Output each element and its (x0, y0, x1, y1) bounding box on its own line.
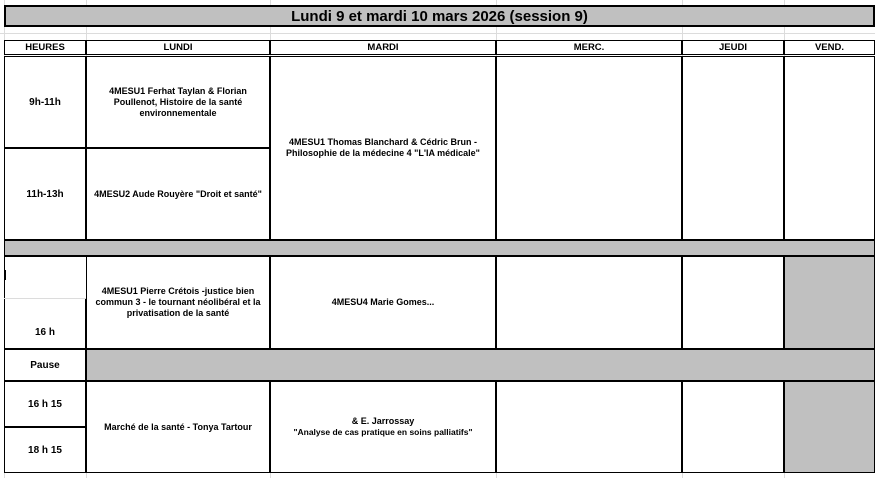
gridline (0, 33, 875, 34)
course-line: "Analyse de cas pratique en soins palliatifs" (293, 427, 473, 437)
course-cell-monday-morning2: 4MESU2 Aude Rouyère "Droit et santé" (86, 148, 270, 240)
course-cell-monday-evening: Marché de la santé - Tonya Tartour (86, 381, 270, 473)
course-cell-tuesday-morning: 4MESU1 Thomas Blanchard & Cédric Brun - Philosophie de la médecine 4 "L'IA médicale" (270, 56, 496, 240)
time-slot-11h-13h: 11h-13h (4, 148, 86, 240)
pause-label: Pause (4, 349, 86, 381)
course-line: & E. Jarrossay (351, 416, 415, 426)
course-cell-tuesday-afternoon: 4MESU4 Marie Gomes... (270, 256, 496, 349)
empty-cell-wednesday-evening (496, 381, 682, 473)
empty-cell-thursday-afternoon (682, 256, 784, 349)
time-slot-16h: 16 h (4, 299, 86, 349)
empty-cell-thursday-morning (682, 56, 784, 240)
pause-bar (86, 349, 875, 381)
empty-cell-wednesday-afternoon (496, 256, 682, 349)
time-slot-9h-11h: 9h-11h (4, 56, 86, 148)
blocked-cell-friday-evening (784, 381, 875, 473)
cell-marker (4, 270, 6, 280)
empty-cell-wednesday-morning (496, 56, 682, 240)
header-tuesday: MARDI (270, 40, 496, 55)
time-slot-18h15: 18 h 15 (4, 427, 86, 473)
schedule-title: Lundi 9 et mardi 10 mars 2026 (session 9) (4, 5, 875, 27)
course-cell-monday-morning1: 4MESU1 Ferhat Taylan & Florian Poullenot, Histoire de la santé environnementale (86, 56, 270, 148)
header-hours: HEURES (4, 40, 86, 55)
header-friday: VEND. (784, 40, 875, 55)
empty-cell-friday-morning (784, 56, 875, 240)
header-wednesday: MERC. (496, 40, 682, 55)
header-thursday: JEUDI (682, 40, 784, 55)
course-cell-monday-afternoon: 4MESU1 Pierre Crétois -justice bien commun 3 - le tournant néolibéral et la privatisation de la santé (86, 256, 270, 349)
header-monday: LUNDI (86, 40, 270, 55)
empty-cell-thursday-evening (682, 381, 784, 473)
course-cell-tuesday-evening (270, 381, 496, 473)
blocked-cell-friday-afternoon (784, 256, 875, 349)
lunch-separator (4, 240, 875, 256)
time-slot-16h15: 16 h 15 (4, 381, 86, 427)
